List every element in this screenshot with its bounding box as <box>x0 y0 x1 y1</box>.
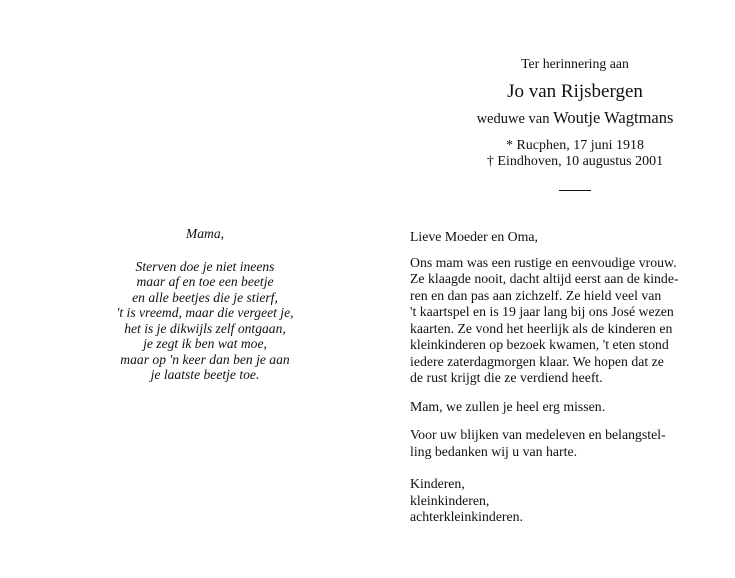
poem-line: Sterven doe je niet ineens <box>135 258 275 274</box>
widow-prefix: weduwe van <box>476 111 550 127</box>
poem <box>95 226 315 383</box>
intro-text: Ter herinnering aan <box>521 56 629 71</box>
poem-title: Mama, <box>185 226 225 241</box>
poem-line: maar af en toe een beetje <box>136 274 274 289</box>
greeting: Lieve Moeder en Oma, <box>410 229 538 244</box>
message-body <box>410 229 710 526</box>
text-line: ren en dan pas aan zichzelf. Ze hield veel van <box>410 287 662 303</box>
widow-line <box>420 109 730 128</box>
paragraph-missing <box>410 399 710 416</box>
poem-line: en alle beetjes die je stierf, <box>132 289 278 305</box>
poem-line: maar op 'n keer dan ben je aan <box>120 351 290 367</box>
text-line: Mam, we zullen je heel erg missen. <box>410 398 606 414</box>
text-line: Ons mam was een rustige en eenvoudige vrouw. <box>410 254 677 270</box>
text-line: kleinkinderen op bezoek kwamen, 't eten stond <box>410 337 669 352</box>
text-line: kaarten. Ze vond het heerlijk als de kinderen en <box>410 320 673 336</box>
poem-line: het is je dikwijls zelf ontgaan, <box>124 320 286 336</box>
death-date: † Eindhoven, 10 augustus 2001 <box>486 154 664 169</box>
signature <box>410 476 710 526</box>
text-line: Ze klaagde nooit, dacht altijd eerst aan de kinde- <box>410 271 679 286</box>
paragraph-thanks <box>410 427 710 460</box>
signature-line: achterkleinkinderen. <box>410 509 524 524</box>
text-line: 't kaartspel en is 19 jaar lang bij ons José wezen <box>410 304 674 319</box>
memorial-header <box>420 56 730 191</box>
birth-date: * Rucphen, 17 juni 1918 <box>505 138 645 153</box>
poem-line: je zegt ik ben wat moe, <box>143 336 267 351</box>
spouse-name: Woutje Wagtmans <box>553 108 674 127</box>
text-line: ling bedanken wij u van harte. <box>410 443 578 459</box>
paragraph-tribute <box>410 255 710 387</box>
deceased-name: Jo van Rijsbergen <box>507 81 643 102</box>
signature-line: Kinderen, <box>410 476 465 491</box>
text-line: Voor uw blijken van medeleven en belangstel- <box>410 427 666 442</box>
divider <box>559 190 591 191</box>
signature-line: kleinkinderen, <box>410 492 490 508</box>
text-line: de rust krijgt die ze verdiend heeft. <box>410 370 603 385</box>
poem-line: je laatste beetje toe. <box>150 367 260 382</box>
text-line: iedere zaterdagmorgen klaar. We hopen dat ze <box>410 353 664 369</box>
poem-line: 't is vreemd, maar die vergeet je, <box>116 305 294 320</box>
life-dates <box>420 138 730 170</box>
